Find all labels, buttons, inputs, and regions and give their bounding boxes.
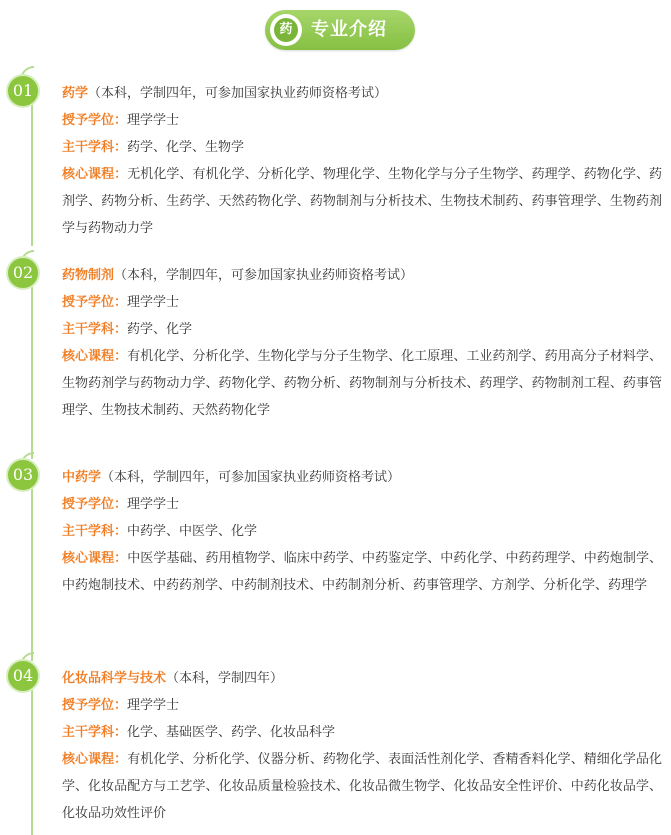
core-courses-value: 有机化学、分析化学、仪器分析、药物化学、表面活性剂化学、香精香料化学、精细化学品化学、化妆品配方与工艺学、化妆品质量检验技术、化妆品微生物学、化妆品安全性评价、中药化妆品学、化妆品功效性评价 [62,752,662,821]
major-section [62,464,662,599]
logo-glyph: 药 [274,18,298,42]
degree-label: 授予学位： [62,295,128,310]
main-subjects-label: 主干学科： [62,140,128,155]
core-courses-paragraph [62,746,662,827]
core-courses-value: 中医学基础、药用植物学、临床中药学、中药鉴定学、中药化学、中药药理学、中药炮制学、中药炮制技术、中药药剂学、中药制剂技术、中药制剂分析、药事管理学、方剂学、分析化学、药理学 [62,551,662,593]
major-name: 药学 [62,86,89,101]
core-courses-value: 无机化学、有机化学、分析化学、物理化学、生物化学与分子生物学、药理学、药物化学、药剂学、药物分析、生药学、天然药物化学、药物制剂与分析技术、生物技术制药、药事管理学、生物药剂学与药物动力学 [62,167,662,236]
major-title-line [62,665,662,692]
major-section [62,665,662,827]
degree-line [62,692,662,719]
timeline-line [31,690,33,835]
number-badge: 04 [6,659,40,693]
major-title-line [62,80,662,107]
degree-line [62,107,662,134]
main-subjects-label: 主干学科： [62,725,128,740]
core-courses-paragraph [62,161,662,242]
major-name: 中药学 [62,470,102,485]
degree-value: 理学学士 [127,698,180,713]
core-courses-label: 核心课程： [62,167,128,182]
degree-value: 理学学士 [127,497,180,512]
pharmacy-logo-icon [270,14,302,46]
core-courses-label: 核心课程： [62,752,128,767]
timeline-line [31,489,33,661]
degree-line [62,289,662,316]
degree-value: 理学学士 [127,113,180,128]
degree-label: 授予学位： [62,113,128,128]
core-courses-label: 核心课程： [62,551,128,566]
major-title-line [62,262,662,289]
page-title: 专业介绍 [311,19,387,40]
major-note: （本科，学制四年） [166,671,284,686]
main-subjects-label: 主干学科： [62,524,128,539]
timeline-line [31,104,33,246]
core-courses-paragraph [62,545,662,599]
main-subjects-value: 中药学、中医学、化学 [127,524,258,539]
major-name: 药物制剂 [62,268,115,283]
core-courses-paragraph [62,343,662,424]
core-courses-value: 有机化学、分析化学、生物化学与分子生物学、化工原理、工业药剂学、药用高分子材料学、生物药剂学与药物动力学、药物化学、药物分析、药物制剂与分析技术、药理学、药物制剂工程、药事管理学、生物技术制药、天然药物化学 [62,349,662,418]
main-subjects-label: 主干学科： [62,322,128,337]
section-header [265,10,415,50]
degree-line [62,491,662,518]
major-note: （本科，学制四年，可参加国家执业药师资格考试） [101,470,401,485]
main-subjects-value: 化学、基础医学、药学、化妆品科学 [127,725,336,740]
major-note: （本科，学制四年，可参加国家执业药师资格考试） [88,86,388,101]
major-section [62,262,662,424]
number-badge: 03 [6,458,40,492]
main-subjects-line [62,316,662,343]
number-badge: 01 [6,74,40,108]
degree-label: 授予学位： [62,497,128,512]
main-subjects-line [62,719,662,746]
major-name: 化妆品科学与技术 [62,671,167,686]
main-subjects-value: 药学、化学 [127,322,193,337]
degree-label: 授予学位： [62,698,128,713]
major-title-line [62,464,662,491]
core-courses-label: 核心课程： [62,349,128,364]
major-note: （本科，学制四年，可参加国家执业药师资格考试） [114,268,414,283]
main-subjects-line [62,134,662,161]
timeline-line [31,287,33,459]
major-section [62,80,662,242]
degree-value: 理学学士 [127,295,180,310]
main-subjects-value: 药学、化学、生物学 [127,140,245,155]
number-badge: 02 [6,256,40,290]
main-subjects-line [62,518,662,545]
